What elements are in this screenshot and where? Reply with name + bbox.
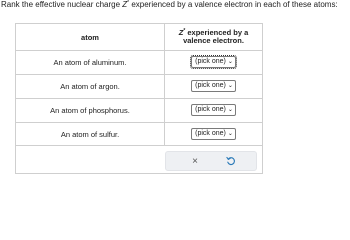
rank-select-value: (pick one) (195, 106, 226, 113)
header-z-superscript: * (183, 27, 186, 34)
atom-label-sulfur: An atom of sulfur. (60, 129, 120, 139)
question-prompt (1, 0, 350, 10)
header-zeff (165, 24, 262, 50)
header-zeff-line1-rest: experienced by a (185, 27, 249, 37)
rank-select-value: (pick one) (195, 130, 226, 137)
table-row (16, 98, 262, 121)
close-icon: × (192, 155, 198, 167)
table-header (16, 24, 262, 50)
action-bar (165, 151, 257, 171)
atom-label-argon: An atom of argon. (60, 81, 120, 91)
header-zeff-line2: valence electron. (183, 36, 244, 45)
rank-cell (165, 99, 262, 121)
rank-cell (165, 123, 262, 145)
rank-select-value: (pick one) (195, 82, 226, 89)
answer-footer (16, 145, 262, 173)
chevron-down-icon: ⌄ (227, 83, 233, 89)
table-row (16, 74, 262, 97)
chevron-down-icon: ⌄ (227, 107, 233, 113)
question-text-before: Rank the effective nuclear charge (1, 0, 123, 9)
rank-select-value: (pick one) (195, 58, 226, 65)
ranking-table (15, 23, 263, 174)
header-z-symbol: Z (178, 27, 184, 37)
header-atom: atom (81, 32, 99, 42)
undo-button[interactable] (224, 154, 238, 168)
rank-select-aluminum[interactable] (191, 56, 236, 68)
table-row (16, 50, 262, 73)
question-text-after: experienced by a valence electron in each of these atoms: (129, 0, 338, 9)
question-z-symbol: Z (122, 0, 128, 9)
chevron-down-icon: ⌄ (227, 59, 233, 65)
atom-label-phosphorus: An atom of phosphorus. (50, 105, 130, 115)
chevron-down-icon: ⌄ (227, 131, 233, 137)
undo-icon (226, 156, 236, 166)
atom-label-aluminum: An atom of aluminum. (53, 57, 127, 67)
rank-cell (165, 75, 262, 97)
rank-select-phosphorus[interactable] (191, 104, 236, 116)
rank-cell (165, 51, 262, 73)
clear-button[interactable] (188, 154, 202, 168)
table-row (16, 122, 262, 145)
question-z-superscript: * (127, 0, 130, 6)
rank-select-sulfur[interactable] (191, 128, 236, 140)
rank-select-argon[interactable] (191, 80, 236, 92)
